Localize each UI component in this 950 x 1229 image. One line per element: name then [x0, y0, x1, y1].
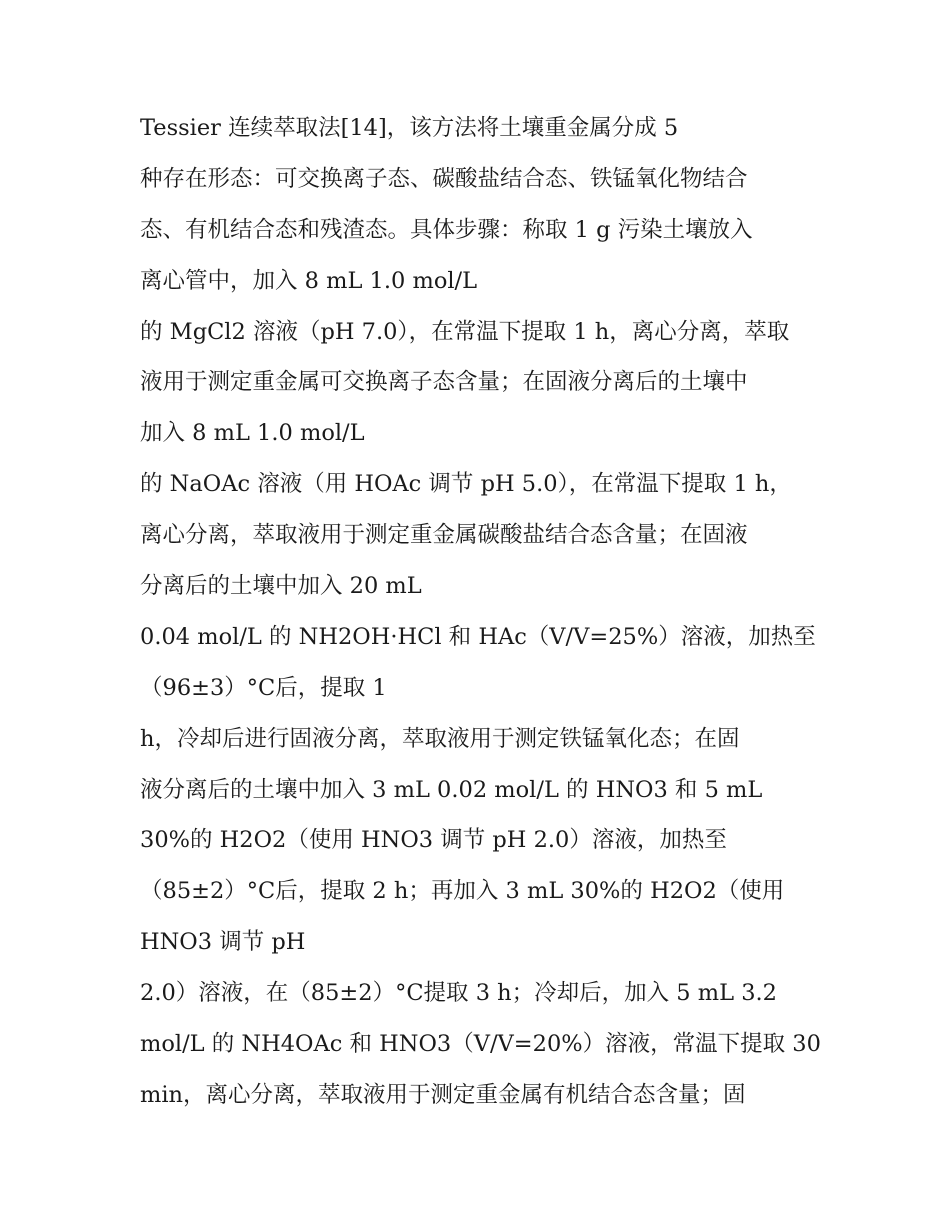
body-text — [140, 103, 830, 1121]
text-line: 的 MgCl2 溶液（pH 7.0），在常温下提取 1 h，离心分离，萃取 — [140, 318, 790, 345]
text-line: 30%的 H2O2（使用 HNO3 调节 pH 2.0）溶液，加热至 — [140, 827, 727, 854]
text-line: 的 NaOAc 溶液（用 HOAc 调节 pH 5.0），在常温下提取 1 h， — [140, 471, 792, 498]
text-line: 加入 8 mL 1.0 mol/L — [140, 420, 365, 447]
text-line: 种存在形态：可交换离子态、碳酸盐结合态、铁锰氧化物结合 — [140, 165, 748, 192]
text-line: min，离心分离，萃取液用于测定重金属有机结合态含量；固 — [140, 1081, 746, 1108]
text-line: 态、有机结合态和残渣态。具体步骤：称取 1 g 污染土壤放入 — [140, 216, 753, 243]
text-line: （96±3）°C后，提取 1 — [140, 674, 387, 701]
text-line: Tessier 连续萃取法[14]，该方法将土壤重金属分成 5 — [140, 115, 679, 141]
text-line: 离心管中，加入 8 mL 1.0 mol/L — [140, 267, 478, 294]
text-line: （85±2）°C后，提取 2 h；再加入 3 mL 30%的 H2O2（使用 — [140, 878, 785, 905]
text-line: 0.04 mol/L 的 NH2OH·HCl 和 HAc（V/V=25%）溶液，加热至 — [140, 623, 816, 650]
text-line: 液分离后的土壤中加入 3 mL 0.02 mol/L 的 HNO3 和 5 mL — [140, 776, 763, 803]
text-line: h，冷却后进行固液分离，萃取液用于测定铁锰氧化态；在固 — [140, 725, 740, 752]
text-line: 液用于测定重金属可交换离子态含量；在固液分离后的土壤中 — [140, 369, 748, 396]
text-line: mol/L 的 NH4OAc 和 HNO3（V/V=20%）溶液，常温下提取 30 — [140, 1031, 821, 1058]
text-line: 分离后的土壤中加入 20 mL — [140, 573, 422, 600]
text-line: HNO3 调节 pH — [140, 929, 306, 956]
text-line: 离心分离，萃取液用于测定重金属碳酸盐结合态含量；在固液 — [140, 522, 748, 549]
text-line: 2.0）溶液，在（85±2）°C提取 3 h；冷却后，加入 5 mL 3.2 — [140, 980, 777, 1007]
